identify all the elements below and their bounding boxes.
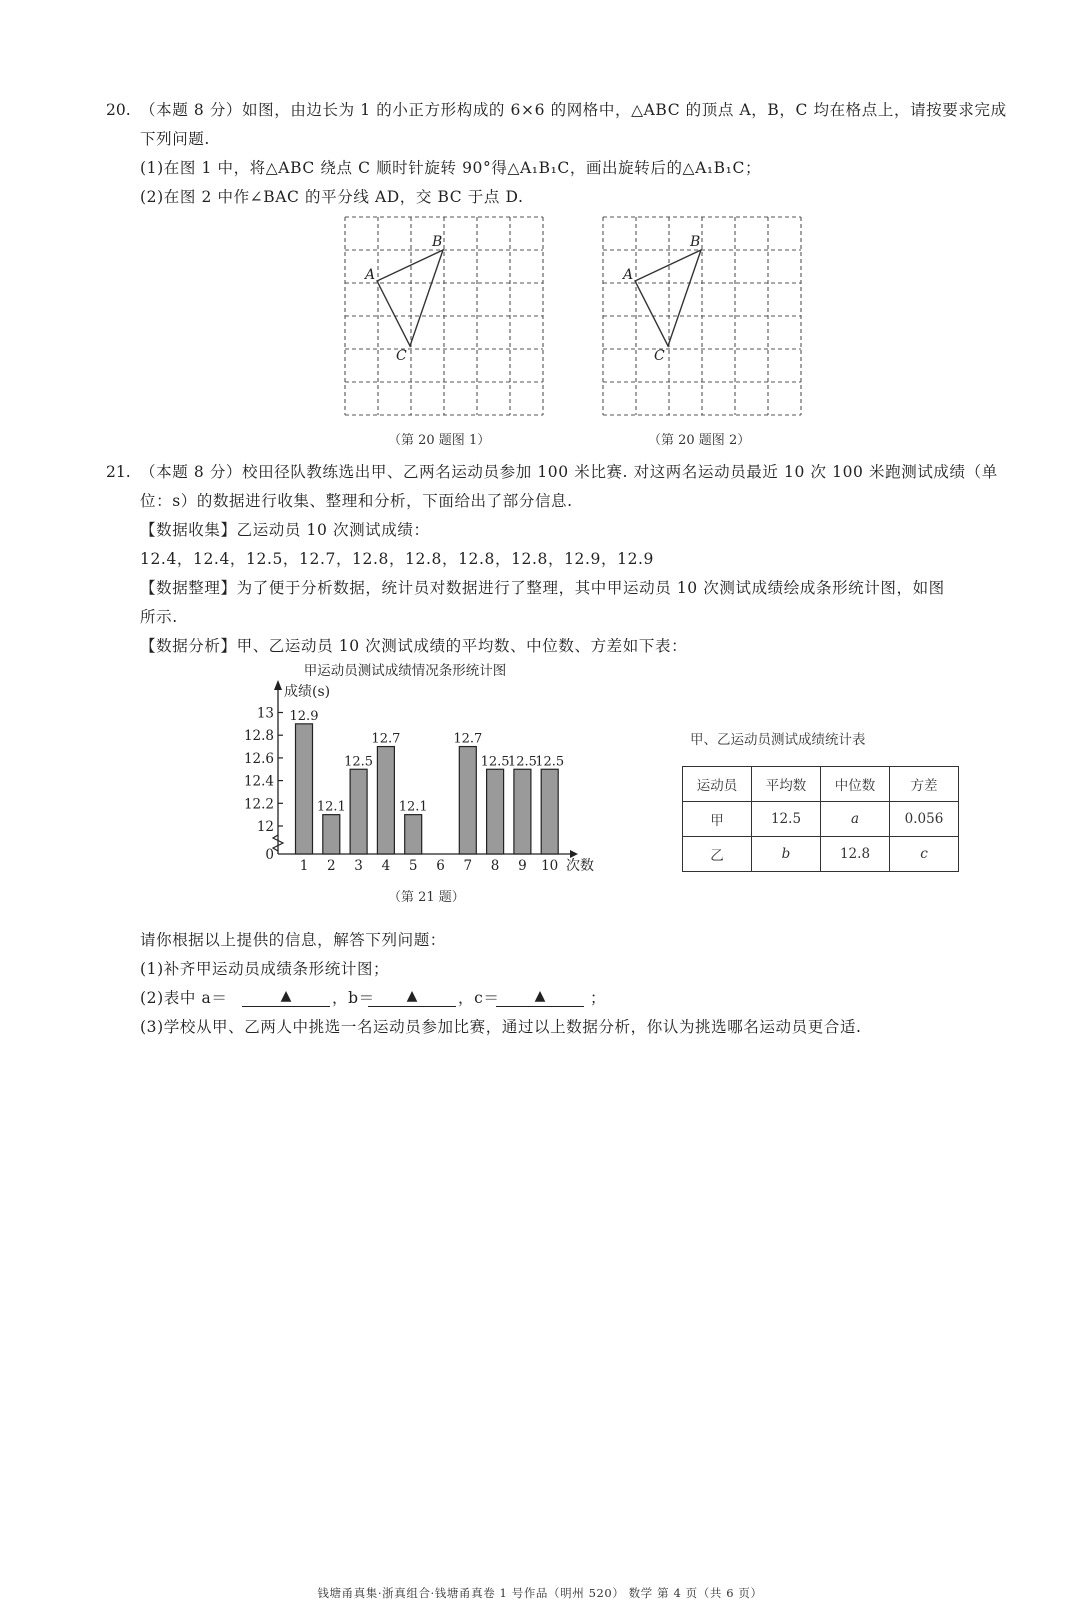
q21-part2-b: ，b＝ [332, 989, 375, 1007]
q20-stem-line2: 下列问题. [140, 130, 210, 148]
vertex-c-label: C [396, 348, 407, 364]
q21-bar-chart [240, 658, 620, 878]
table-header-cell: 运动员 [683, 767, 752, 802]
y-tick-label: 12.8 [243, 728, 274, 745]
triangle-abc [377, 250, 443, 346]
q20-part2: (2)在图 2 中作∠BAC 的平分线 AD，交 BC 于点 D. [140, 188, 524, 206]
bar [514, 769, 531, 854]
x-tick-label: 1 [299, 858, 309, 874]
stats-table [682, 766, 959, 872]
bar [296, 724, 313, 854]
table-header-cell: 方差 [890, 767, 959, 802]
q20-part1: (1)在图 1 中，将△ABC 绕点 C 顺时针旋转 90°得△A₁B₁C，画出旋转后的△A₁B₁C； [140, 159, 762, 177]
y-tick-label: 12 [256, 819, 274, 835]
vertex-a-label: A [365, 267, 376, 283]
stats-table-title: 甲、乙运动员测试成绩统计表 [690, 732, 866, 748]
bar-value-label: 12.5 [344, 754, 374, 770]
x-tick-label: 3 [354, 858, 363, 874]
q21-part2-prefix: (2)表中 a＝ [140, 989, 228, 1007]
vertex-b-label: B [432, 234, 443, 250]
x-tick-label: 4 [381, 858, 391, 874]
bar [377, 747, 394, 854]
table-cell: 12.5 [752, 802, 821, 837]
x-tick-label: 5 [408, 858, 418, 874]
table-row [683, 837, 959, 872]
table-cell: 甲 [683, 802, 752, 837]
vertex-a-label: A [623, 267, 634, 283]
q21-stem-line2: 位：s）的数据进行收集、整理和分析，下面给出了部分信息. [140, 492, 573, 510]
x-tick-label: 7 [463, 858, 473, 874]
bar [323, 815, 340, 854]
q21-part2-end: ； [590, 989, 607, 1007]
bar-value-label: 12.5 [535, 754, 565, 770]
x-tick-label: 2 [327, 858, 336, 874]
bar [350, 769, 367, 854]
table-cell: 乙 [683, 837, 752, 872]
bar [541, 769, 558, 854]
x-axis-arrow [570, 850, 578, 858]
q21-stem-line1: （本题 8 分）校田径队教练选出甲、乙两名运动员参加 100 米比赛. 对这两名运动员最近 10 次 100 米跑测试成绩（单 [140, 463, 998, 481]
vertex-b-label: B [690, 234, 701, 250]
bar-value-label: 12.1 [316, 799, 346, 815]
q20-figure2 [588, 206, 818, 420]
y-tick-label: 12.4 [243, 773, 274, 790]
table-cell: 12.8 [821, 837, 890, 872]
page-footer: 钱塘甬真集·浙真组合·钱塘甬真卷 1 号作品（明州 520） 数学 第 4 页（共 6 页） [317, 1586, 763, 1600]
q21-part2-c: ，c＝ [458, 989, 500, 1007]
bar-value-label: 12.9 [289, 708, 319, 724]
bar-value-label: 12.5 [480, 754, 510, 770]
y-tick-label: 12.2 [243, 796, 274, 813]
bar [459, 747, 476, 854]
bar [487, 769, 504, 854]
table-header-cell: 中位数 [821, 767, 890, 802]
vertex-c-label: C [654, 348, 665, 364]
q21-chart-caption: （第 21 题） [388, 890, 465, 905]
q20-fig1-caption: （第 20 题图 1） [388, 433, 491, 448]
grid-lines [603, 217, 801, 415]
table-cell: 0.056 [890, 802, 959, 837]
table-cell: a [821, 802, 890, 837]
q21-part1: (1)补齐甲运动员成绩条形统计图； [140, 960, 390, 978]
q21-collect-label: 【数据收集】乙运动员 10 次测试成绩： [140, 521, 430, 539]
q21-number: 21. [106, 463, 131, 481]
y-tick-label: 13 [256, 705, 274, 722]
q20-figure1 [330, 206, 560, 420]
q21-analysis: 【数据分析】甲、乙运动员 10 次测试成绩的平均数、中位数、方差如下表： [140, 637, 688, 655]
x-tick-label: 9 [518, 858, 527, 874]
table-cell: c [890, 837, 959, 872]
answer-blank-b[interactable]: ▲ [368, 988, 456, 1007]
answer-blank-a[interactable]: ▲ [242, 988, 330, 1007]
q20-fig2-caption: （第 20 题图 2） [648, 433, 751, 448]
q21-part3: (3)学校从甲、乙两人中挑选一名运动员参加比赛，通过以上数据分析，你认为挑选哪名运动员更合适. [140, 1018, 862, 1036]
table-cell: b [752, 837, 821, 872]
q21-organize-line2: 所示. [140, 608, 178, 626]
q20-stem-line1: （本题 8 分）如图，由边长为 1 的小正方形构成的 6×6 的网格中，△ABC 的顶点 A，B，C 均在格点上，请按要求完成 [140, 101, 1007, 119]
q21-collect-data: 12.4，12.4，12.5，12.7，12.8，12.8，12.8，12.8，12.9，12.9 [140, 550, 655, 568]
y-tick-label: 0 [265, 847, 274, 863]
q20-number: 20. [106, 101, 131, 119]
y-tick-label: 12.6 [243, 750, 274, 767]
bar-value-label: 12.1 [398, 799, 428, 815]
grid-lines [345, 217, 543, 415]
bar-value-label: 12.7 [371, 731, 401, 747]
y-axis-arrow [274, 680, 282, 690]
x-tick-label: 10 [541, 858, 559, 874]
q21-instruction: 请你根据以上提供的信息，解答下列问题： [140, 931, 446, 949]
bar [405, 815, 422, 854]
x-tick-label: 6 [436, 858, 445, 874]
chart-x-axis-label: 次数 [566, 858, 594, 874]
triangle-abc [635, 250, 701, 346]
q21-organize-line1: 【数据整理】为了便于分析数据，统计员对数据进行了整理，其中甲运动员 10 次测试成绩绘成条形统计图，如图 [140, 579, 945, 597]
answer-blank-c[interactable]: ▲ [496, 988, 584, 1007]
chart-title: 甲运动员测试成绩情况条形统计图 [303, 663, 507, 679]
table-row [683, 802, 959, 837]
x-tick-label: 8 [490, 858, 500, 874]
chart-y-axis-label: 成绩(s) [284, 684, 331, 700]
table-header-row [683, 767, 959, 802]
table-header-cell: 平均数 [752, 767, 821, 802]
bar-value-label: 12.5 [507, 754, 537, 770]
bar-value-label: 12.7 [453, 731, 483, 747]
